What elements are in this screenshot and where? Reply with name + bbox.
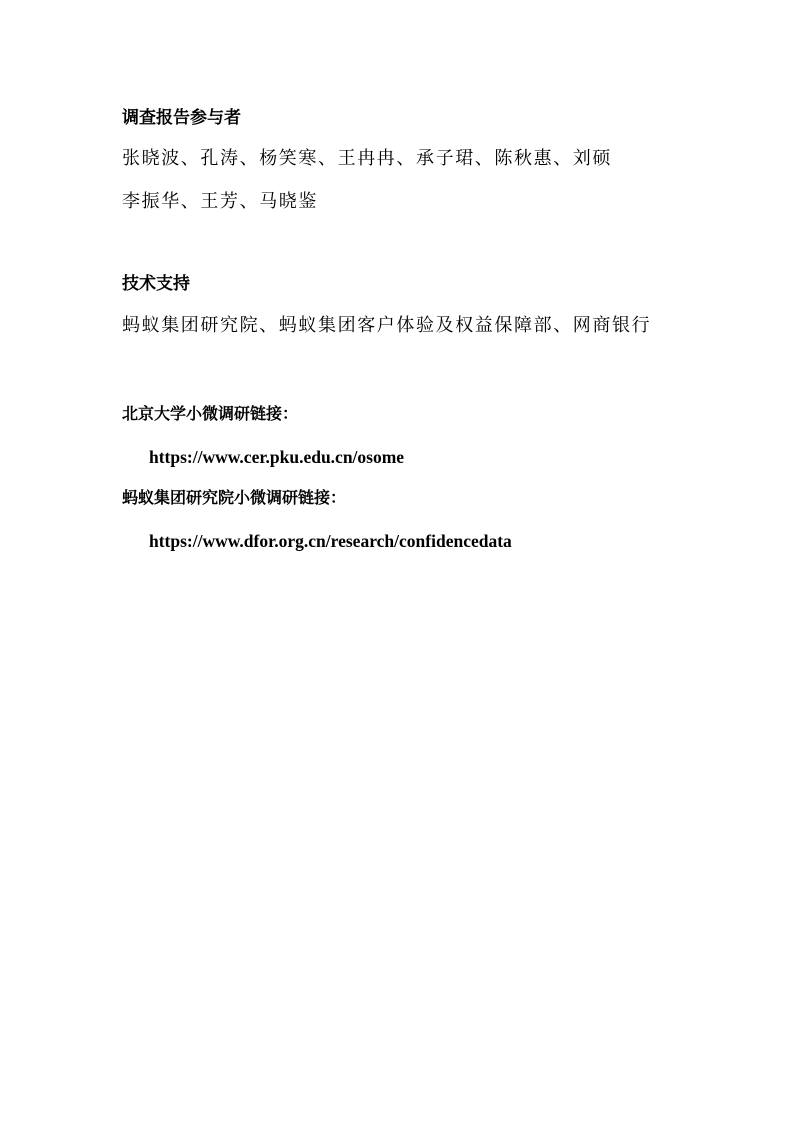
ant-link-label: 蚂蚁集团研究院小微调研链接：: [122, 488, 347, 507]
pku-link-label: 北京大学小微调研链接：: [122, 404, 299, 423]
tech-support-heading: 技术支持: [122, 274, 190, 294]
participants-line-1: 张晓波、孔涛、杨笑寒、王冉冉、承子珺、陈秋惠、刘硕: [122, 148, 612, 169]
ant-link-url[interactable]: https://www.dfor.org.cn/research/confidencedata: [149, 531, 512, 551]
participants-heading: 调查报告参与者: [122, 108, 241, 128]
tech-support-text: 蚂蚁集团研究院、蚂蚁集团客户体验及权益保障部、网商银行: [122, 315, 652, 336]
participants-line-2: 李振华、王芳、马晓鉴: [122, 191, 318, 212]
pku-link-url[interactable]: https://www.cer.pku.edu.cn/osome: [149, 447, 405, 467]
